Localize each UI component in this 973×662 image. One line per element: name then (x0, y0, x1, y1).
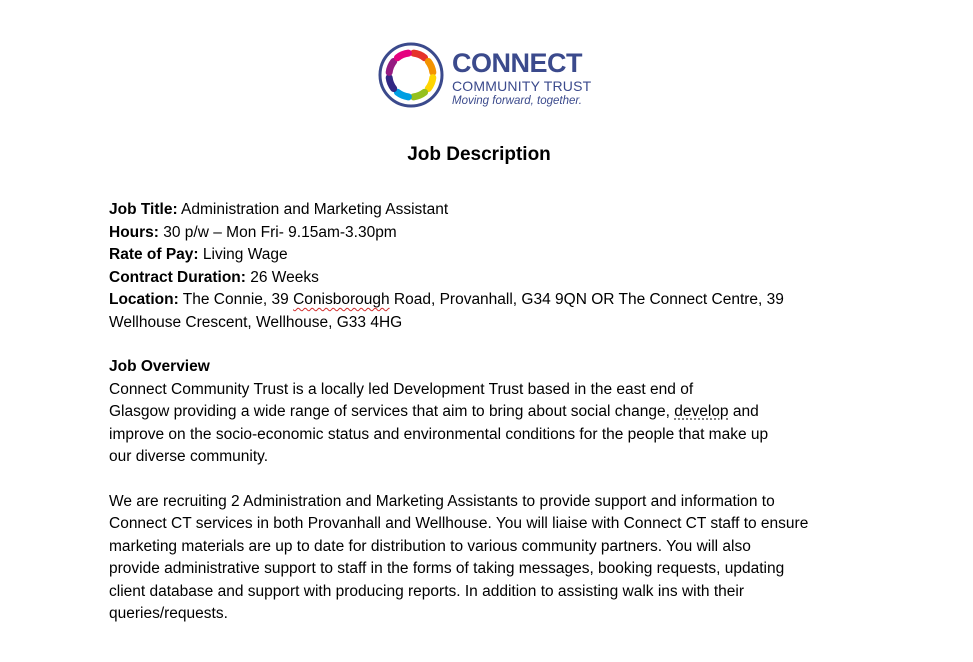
overview-heading: Job Overview (109, 358, 210, 375)
logo-ring-segment (428, 61, 433, 72)
overview-p2-line5: client database and support with producing reports. In addition to assisting walk ins with their (109, 582, 744, 600)
location-value-misspelled: Conisborough (293, 291, 390, 308)
location-label: Location: (109, 291, 179, 308)
logo-ring-segment (389, 78, 394, 89)
contract-line (109, 267, 869, 290)
job-title-line (109, 199, 869, 222)
job-title-label: Job Title: (109, 201, 178, 218)
location-value-a: The Connie, 39 (178, 291, 294, 308)
logo-ring-icon (378, 42, 444, 108)
location-value-c: Road, Provanhall, G34 9QN OR The Connect Centre, 39 (389, 291, 784, 308)
logo-name: CONNECT (452, 48, 582, 78)
overview-p1-line1: Connect Community Trust is a locally led Development Trust based in the east end of (109, 380, 694, 398)
overview-p2-line2: Connect CT services in both Provanhall and Wellhouse. You will liaise with Connect CT staff to ensure (109, 515, 809, 532)
overview-p2-line6: queries/requests. (109, 605, 228, 622)
logo-ring-segment (428, 78, 433, 89)
overview-p1-line3: improve on the socio-economic status and environmental conditions for the people that make up (109, 425, 769, 443)
overview-p2-line3: marketing materials are up to date for distribution to various community partners. You will also (109, 537, 751, 555)
connect-community-trust-logo (378, 42, 598, 108)
logo-subtitle: COMMUNITY TRUST (452, 78, 592, 94)
hours-label: Hours: (109, 223, 159, 241)
location-line-2: Wellhouse Crescent, Wellhouse, G33 4HG (109, 313, 403, 331)
rate-line (109, 244, 869, 267)
overview-p1-line4: our diverse community. (109, 448, 269, 465)
logo-ring-segment (414, 92, 425, 97)
grammar-flag-develop: develop (674, 403, 729, 420)
document-body (109, 199, 869, 626)
contract-value: 26 Weeks (245, 268, 319, 286)
rate-label: Rate of Pay: (109, 246, 199, 263)
logo-ring-segment (389, 61, 394, 72)
rate-value: Living Wage (198, 246, 288, 263)
logo-tagline: Moving forward, together. (452, 95, 582, 107)
overview-p1-line2: Glasgow providing a wide range of services that aim to bring about social change, develop and (109, 403, 759, 420)
document-title: Job Description (407, 144, 551, 165)
overview-p2-line4: provide administrative support to staff in the forms of taking messages, booking requests, updating (109, 560, 785, 577)
logo-ring-segment (414, 53, 425, 58)
location-line (109, 289, 869, 312)
hours-line (109, 222, 869, 245)
job-title-value: Administration and Marketing Assistant (177, 201, 449, 218)
hours-value: 30 p/w – Mon Fri- 9.15am-3.30pm (158, 223, 397, 241)
contract-label: Contract Duration: (109, 268, 246, 286)
logo-ring-segment (397, 92, 408, 97)
logo-ring-segment (397, 53, 408, 58)
overview-p2-line1: We are recruiting 2 Administration and Marketing Assistants to provide support and information to (109, 492, 775, 510)
